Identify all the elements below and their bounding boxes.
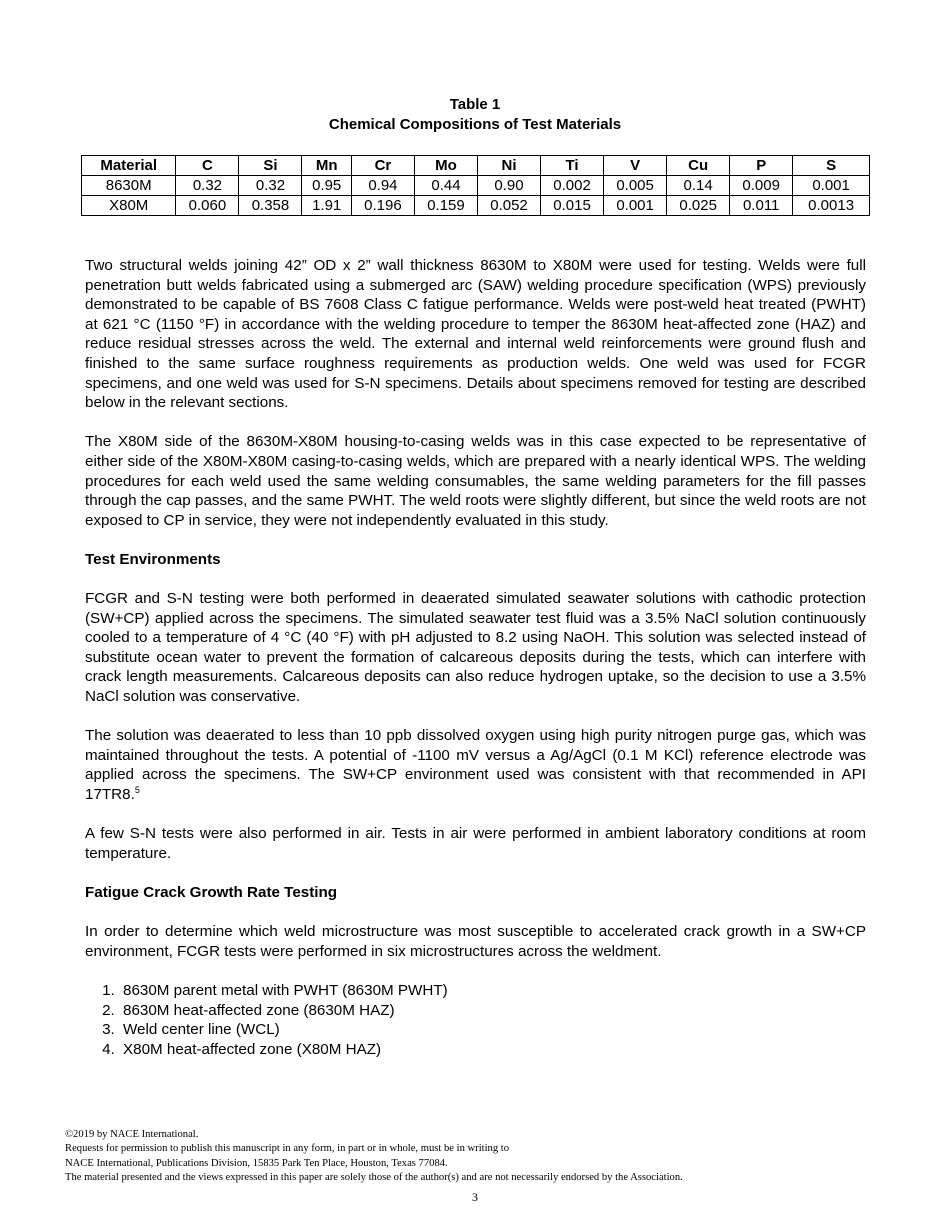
footer-line: Requests for permission to publish this manuscript in any form, in part or in whole, must be in writing to [65, 1143, 510, 1155]
column-header: V [604, 156, 667, 176]
table-cell: 0.358 [239, 196, 302, 216]
column-header: P [730, 156, 793, 176]
table-cell: 0.95 [302, 176, 351, 196]
table-cell: 1.91 [302, 196, 351, 216]
table-cell: 0.32 [239, 176, 302, 196]
list-item: 1. 8630M parent metal with PWHT (8630M PWHT) [119, 981, 866, 1001]
list-item: 2. 8630M heat-affected zone (8630M HAZ) [119, 1001, 866, 1021]
table-row [82, 196, 870, 216]
table-cell: 0.002 [541, 176, 604, 196]
table-cell: 0.196 [351, 196, 414, 216]
table-cell: 0.015 [541, 196, 604, 216]
table-cell: 0.94 [351, 176, 414, 196]
paragraph-text: The solution was deaerated to less than 10 ppb dissolved oxygen using high purity nitrogen purge gas, which was maintained throughout the tests. A potential of -1100 mV versus a Ag/AgCl (0.1 M KCl) reference electrode was applied across the specimens. The SW+CP environment used was consistent with that recommended in API 17TR8. [85, 727, 866, 804]
table-cell: 0.001 [604, 196, 667, 216]
column-header: Mo [414, 156, 477, 176]
column-header: Material [82, 156, 176, 176]
paragraph: The X80M side of the 8630M-X80M housing-to-casing welds was in this case expected to be representative of either side of the X80M-X80M casing-to-casing welds, which are prepared with a nearly identical WPS. The welding procedures for each weld used the same welding consumables, the same welding parameters for the fill passes through the cap passes, and the same PWHT. The weld roots were slightly different, but since the weld roots are not exposed to CP in service, they were not independently evaluated in this study. [85, 433, 866, 529]
table-cell: 0.011 [730, 196, 793, 216]
table-caption: Chemical Compositions of Test Materials [328, 116, 622, 133]
table-row [82, 176, 870, 196]
table-cell: 0.44 [414, 176, 477, 196]
paragraph: FCGR and S-N testing were both performed in deaerated simulated seawater solutions with cathodic protection (SW+CP) applied across the specimens. The simulated seawater test fluid was a 3.5% NaCl solution continuously cooled to a temperature of 4 °C (40 °F) with pH adjusted to 8.2 using NaOH. This solution was selected instead of substitute ocean water to prevent the formation of calcareous deposits during the tests, which can interfere with crack length measurements. Calcareous deposits can also reduce hydrogen uptake, so the decision to use a 3.5% NaCl solution was conservative. [85, 590, 866, 706]
table-cell: 0.001 [793, 176, 870, 196]
footer [65, 1128, 683, 1185]
page-number: 3 [472, 1190, 478, 1204]
paragraph: In order to determine which weld microstructure was most susceptible to accelerated crack growth in a SW+CP environment, FCGR tests were performed in six microstructures across the weldment. [85, 923, 866, 960]
table-number: Table 1 [449, 96, 501, 113]
section-heading: Test Environments [85, 550, 221, 568]
table-cell: 0.90 [477, 176, 540, 196]
paragraph: Two structural welds joining 42” OD x 2” wall thickness 8630M to X80M were used for testing. Welds were full penetration butt welds fabricated using a submerged arc (SAW) welding procedure specification (WPS) previously demonstrated to be capable of BS 7608 Class C fatigue performance. Welds were post-weld heat treated (PWHT) at 621 °C (1150 °F) in accordance with the welding procedure to temper the 8630M heat-affected zone (HAZ) and reduce residual stresses across the weld. The external and internal weld reinforcements were ground flush and finished to the same surface roughness requirements as production welds. One weld was used for FCGR specimens, and one weld was used for S-N specimens. Details about specimens removed for testing are described below in the relevant sections. [85, 257, 866, 412]
paragraph: A few S-N tests were also performed in air. Tests in air were performed in ambient laboratory conditions at room temperature. [85, 825, 866, 862]
table-header-row [82, 156, 870, 176]
table-cell: 0.0013 [793, 196, 870, 216]
table-cell: 0.009 [730, 176, 793, 196]
footer-line: NACE International, Publications Division, 15835 Park Ten Place, Houston, Texas 77084. [65, 1157, 448, 1169]
column-header: S [793, 156, 870, 176]
column-header: Ni [477, 156, 540, 176]
column-header: Mn [302, 156, 351, 176]
table-cell: 0.32 [176, 176, 239, 196]
column-header: Cu [667, 156, 730, 176]
table-cell: 0.14 [667, 176, 730, 196]
table-cell: 8630M [82, 176, 176, 196]
table-cell: 0.060 [176, 196, 239, 216]
table-cell: 0.005 [604, 176, 667, 196]
microstructure-list [85, 981, 866, 1059]
column-header: Cr [351, 156, 414, 176]
footer-line: The material presented and the views expressed in this paper are solely those of the author(s) and are not necessarily endorsed by the Association. [65, 1171, 683, 1183]
table-cell: 0.159 [414, 196, 477, 216]
reference-superscript: 5 [134, 785, 140, 796]
section-heading: Fatigue Crack Growth Rate Testing [85, 884, 338, 901]
paragraph [85, 726, 866, 804]
column-header: Si [239, 156, 302, 176]
footer-copyright: ©2019 by NACE International. [65, 1129, 199, 1140]
column-header: Ti [541, 156, 604, 176]
table-cell: 0.025 [667, 196, 730, 216]
column-header: C [176, 156, 239, 176]
body-text [85, 256, 866, 1059]
list-item: 3. Weld center line (WCL) [119, 1020, 866, 1040]
table-cell: 0.052 [477, 196, 540, 216]
list-item: 4. X80M heat-affected zone (X80M HAZ) [119, 1040, 866, 1060]
composition-table [81, 155, 870, 216]
table-cell: X80M [82, 196, 176, 216]
